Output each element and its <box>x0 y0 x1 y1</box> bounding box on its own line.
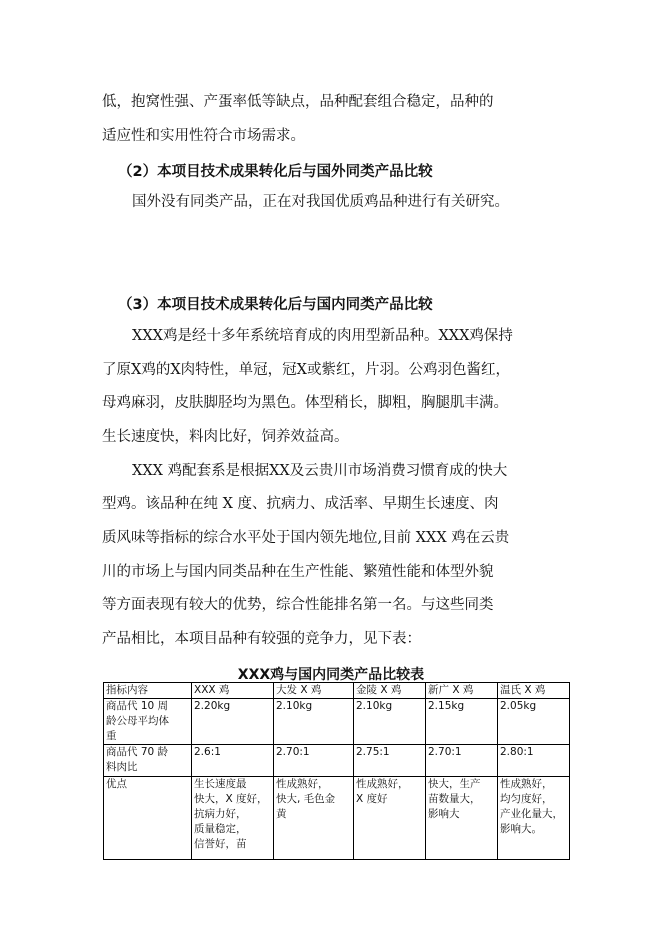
table-cell: 2.75:1 <box>354 745 426 777</box>
section-3-para1-line-3: 母鸡麻羽，皮肤脚胫均为黑色。体型稍长，脚粗，胸腿肌丰满。 <box>102 395 508 411</box>
intro-line-2: 适应性和实用性符合市场需求。 <box>102 128 305 144</box>
header-cell: 指标内容 <box>104 683 192 699</box>
table-cell: 2.70:1 <box>274 745 354 777</box>
comparison-table <box>103 682 570 860</box>
table-title: XXX鸡与国内同类产品比较表 <box>237 667 425 683</box>
section-3-para2-line-2: 型鸡。该品种在纯 X 度、抗病力、成活率、早期生长速度、肉 <box>102 496 499 512</box>
header-cell: XXX 鸡 <box>192 683 274 699</box>
row-label-cell: 商品代 10 周 龄公母平均体 重 <box>104 699 192 745</box>
section-3-para2-line-1: XXX 鸡配套系是根据XX及云贵川市场消费习惯育成的快大 <box>132 463 508 479</box>
section-3-para1-line-1: XXX鸡是经十多年系统培育成的肉用型新品种。XXX鸡保持 <box>132 328 513 344</box>
section-2-heading: （2）本项目技术成果转化后与国外同类产品比较 <box>118 164 433 180</box>
table-cell: 2.6:1 <box>192 745 274 777</box>
table-cell: 2.10kg <box>354 699 426 745</box>
table-cell: 2.10kg <box>274 699 354 745</box>
section-3-para2-line-6: 产品相比，本项目品种有较强的竞争力，见下表： <box>102 631 421 647</box>
table-cell: 性成熟好， 快大, 毛色金 黄 <box>274 777 354 860</box>
section-3-para1-line-2: 了原X鸡的X肉特性，单冠，冠X或紫红，片羽。公鸡羽色酱红， <box>102 362 510 378</box>
table-cell: 性成熟好， X 度好 <box>354 777 426 860</box>
table-cell: 2.15kg <box>426 699 498 745</box>
table-row <box>104 777 570 860</box>
intro-line-1: 低，抱窝性强、产蛋率低等缺点，品种配套组合稳定，品种的 <box>102 94 494 110</box>
row-label-cell: 优点 <box>104 777 192 860</box>
section-2-body: 国外没有同类产品，正在对我国优质鸡品种进行有关研究。 <box>132 194 509 210</box>
section-3-para2-line-4: 川的市场上与国内同类品种在生产性能、繁殖性能和体型外貌 <box>102 564 494 580</box>
header-cell: 新广 X 鸡 <box>426 683 498 699</box>
header-cell: 温氏 X 鸡 <box>498 683 570 699</box>
table-cell: 生长速度最 快大，X 度好， 抗病力好， 质量稳定， 信誉好，苗 <box>192 777 274 860</box>
table-row <box>104 699 570 745</box>
table-row <box>104 745 570 777</box>
section-3-para2-line-3: 质风味等指标的综合水平处于国内领先地位,目前 XXX 鸡在云贵 <box>102 530 510 546</box>
table-cell: 性成熟好， 均匀度好， 产业化量大， 影响大。 <box>498 777 570 860</box>
table-cell: 2.20kg <box>192 699 274 745</box>
row-label-cell: 商品代 70 龄 料肉比 <box>104 745 192 777</box>
header-cell: 大发 X 鸡 <box>274 683 354 699</box>
header-cell: 金陵 X 鸡 <box>354 683 426 699</box>
table-cell: 快大，生产 苗数量大， 影响大 <box>426 777 498 860</box>
section-3-para1-line-4: 生长速度快，料肉比好，饲养效益高。 <box>102 429 349 445</box>
table-cell: 2.80:1 <box>498 745 570 777</box>
section-3-heading: （3）本项目技术成果转化后与国内同类产品比较 <box>118 297 433 313</box>
table-header-row <box>104 683 570 699</box>
table-cell: 2.05kg <box>498 699 570 745</box>
section-3-para2-line-5: 等方面表现有较大的优势，综合性能排名第一名。与这些同类 <box>102 597 494 613</box>
table-cell: 2.70:1 <box>426 745 498 777</box>
